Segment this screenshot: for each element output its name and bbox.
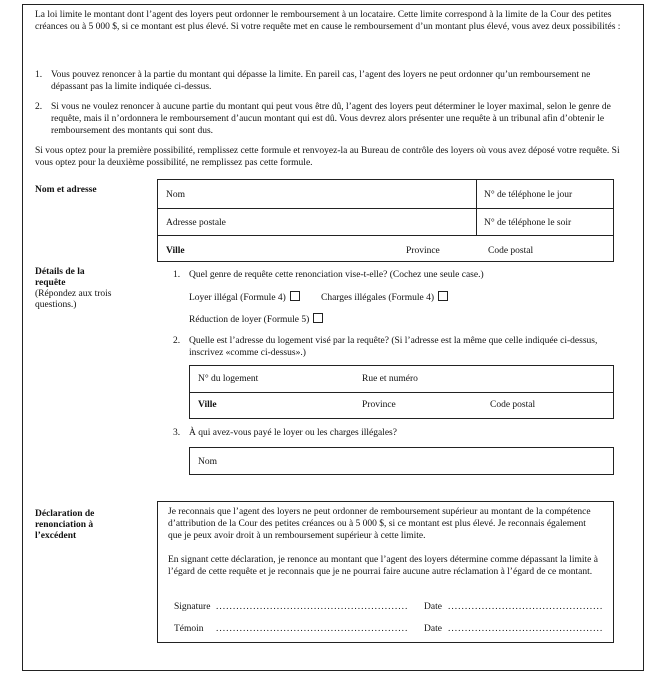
declaration-text-2: En signant cette déclaration, je renonce au montant que l’agent des loyers détermine comme dépassant la limite à l’égard de cette requête et je reconnais que je ne pourrai faire aucune autre réclamation à l’égard de ce montant.: [168, 555, 598, 577]
q2-text: Quelle est l’adresse du logement visé par la requête? (Si l’adresse est la même que celle indiquée ci-dessus, inscrivez «comme ci-dessus».): [189, 336, 598, 358]
witness-date-label: Date: [424, 624, 442, 634]
option-rent-reduction[interactable]: [189, 313, 323, 326]
declaration-box: [157, 501, 614, 643]
province-field[interactable]: Province: [406, 246, 440, 256]
postal-address-field[interactable]: Adresse postale: [166, 218, 226, 228]
q2-number: 2.: [173, 336, 181, 346]
witness-date-line[interactable]: ..............................................: [448, 624, 604, 634]
q1-number: 1.: [173, 270, 181, 280]
day-phone-field[interactable]: N° de téléphone le jour: [484, 190, 573, 200]
q1-text: Quel genre de requête cette renonciation vise-t-elle? (Cochez une seule case.): [189, 270, 484, 280]
option-illegal-charges-label: Charges illégales (Formule 4): [321, 293, 435, 303]
signature-date-label: Date: [424, 602, 442, 612]
q3-text: À qui avez-vous payé le loyer ou les charges illégales?: [189, 428, 397, 438]
payee-name-field[interactable]: Nom: [198, 457, 217, 467]
street-field[interactable]: Rue et numéro: [362, 374, 418, 384]
section-label-details: [35, 267, 115, 311]
option-2-text: Si vous ne voulez renoncer à aucune partie du montant qui peut vous être dû, l’agent des loyers peut déterminer le loyer maximal, selon le genre de requête, mais il n’ordonnera le remboursement d’aucun montant qui est dû. Vous devrez alors présenter une requête à un tribunal afin d’obtenir le remboursement des montants qui sont dus.: [51, 102, 611, 136]
option-illegal-rent-label: Loyer illégal (Formule 4): [189, 293, 286, 303]
unit-city-field[interactable]: Ville: [198, 400, 217, 410]
option-rent-reduction-label: Réduction de loyer (Formule 5): [189, 315, 310, 325]
q3-number: 3.: [173, 428, 181, 438]
details-label: Détails de la requête: [35, 267, 85, 288]
form-page: [22, 4, 644, 671]
unit-address-box: [189, 365, 614, 419]
option-1-text: Vous pouvez renoncer à la partie du montant qui dépasse la limite. En pareil cas, l’agent des loyers ne peut ordonner qu’un remboursement ne dépassant pas la limite indiquée ci-dessus.: [51, 70, 591, 92]
signature-date-line[interactable]: ..............................................: [448, 602, 604, 612]
witness-line[interactable]: .........................................................: [216, 624, 409, 634]
checkbox-rent-reduction[interactable]: [313, 313, 323, 323]
section-label-name-address: Nom et adresse: [35, 185, 97, 195]
details-sublabel: (Répondez aux trois questions.): [35, 289, 112, 310]
unit-number-field[interactable]: N° du logement: [198, 374, 259, 384]
option-illegal-charges[interactable]: [321, 291, 448, 304]
intro-paragraph: La loi limite le montant dont l’agent des loyers peut ordonner le remboursement à un locataire. Cette limite correspond à la limite de la Cour des petites créances ou à 5 000 $, si ce montant est plus élevé. Si votre requête met en cause le remboursement d’un montant plus élevé, vous avez deux possibilités :: [35, 10, 621, 32]
option-1-number: 1.: [35, 70, 43, 80]
postal-code-field[interactable]: Code postal: [488, 246, 534, 256]
witness-label: Témoin: [174, 624, 204, 634]
signature-label: Signature: [174, 602, 211, 612]
unit-province-field[interactable]: Province: [362, 400, 396, 410]
instruction-paragraph: Si vous optez pour la première possibilité, remplissez cette formule et renvoyez-la au Bureau de contrôle des loyers où vous avez déposé votre requête. Si vous optez pour la deuxième possibilité, ne remplissez pas cette formule.: [35, 146, 620, 168]
checkbox-illegal-rent[interactable]: [290, 291, 300, 301]
name-address-box: [157, 179, 614, 262]
payee-box: [189, 447, 614, 475]
signature-line[interactable]: .........................................................: [216, 602, 409, 612]
checkbox-illegal-charges[interactable]: [438, 291, 448, 301]
name-field[interactable]: Nom: [166, 190, 185, 200]
unit-postal-code-field[interactable]: Code postal: [490, 400, 536, 410]
declaration-text-1: Je reconnais que l’agent des loyers ne peut ordonner de remboursement supérieur au montant de la compétence d’attribution de la Cour des petites créances ou à 5 000 $, si ce montant est plus élevé. Je reconnais également que je peux avoir droit à un remboursement supérieur à cette limite.: [168, 507, 591, 541]
option-2-number: 2.: [35, 102, 43, 112]
city-field[interactable]: Ville: [166, 246, 185, 256]
evening-phone-field[interactable]: N° de téléphone le soir: [484, 218, 572, 228]
option-illegal-rent[interactable]: [189, 291, 300, 304]
section-label-declaration: Déclaration de renonciation à l’excédent: [35, 509, 95, 541]
